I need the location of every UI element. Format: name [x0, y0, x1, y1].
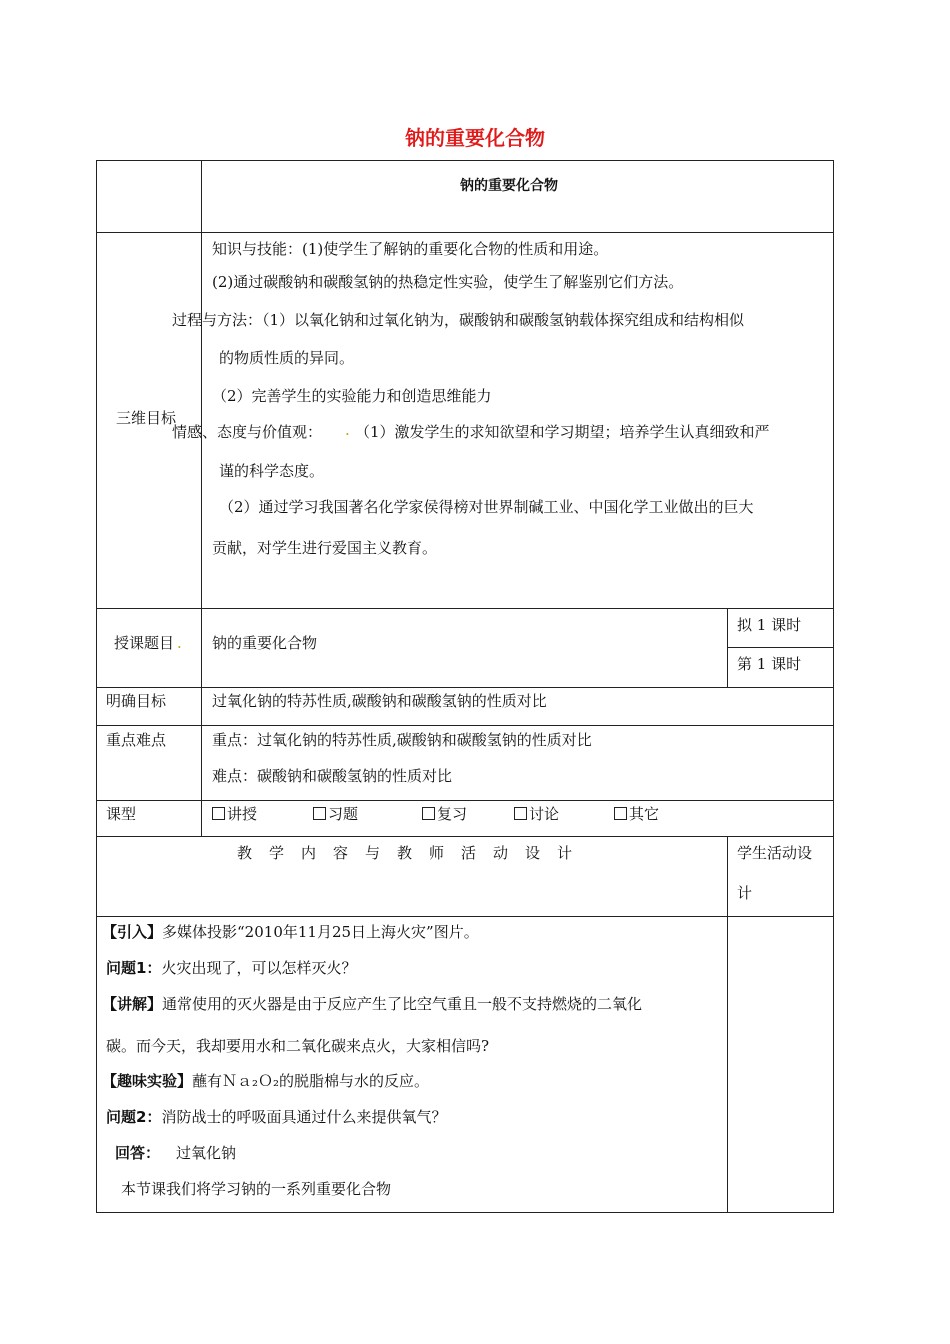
header-cell-title: 钠的重要化合物	[460, 178, 558, 194]
answer-line: 回答： 过氧化钠	[115, 1144, 237, 1162]
checkbox-icon	[313, 807, 326, 820]
checkbox-icon	[212, 807, 225, 820]
keypoints-difficult: 难点：碳酸钠和碳酸氢钠的性质对比	[212, 767, 453, 785]
stray-dot: .	[345, 421, 350, 439]
answer-tag: 回答：	[115, 1144, 161, 1162]
objectives-label: 三维目标	[116, 409, 177, 427]
question-1-tag: 问题1：	[106, 959, 162, 977]
goal-label: 明确目标	[106, 692, 167, 710]
explain-line-2: 碳。而今天，我却要用水和二氧化碳来点火，大家相信吗?	[106, 1037, 490, 1055]
lesson-type-option[interactable]: 讲授	[212, 805, 257, 823]
objective-line: 的物质性质的异同。	[219, 349, 355, 367]
content-header: 教学内容与教师活动设计	[237, 844, 590, 862]
lesson-type-label: 课型	[106, 805, 137, 823]
explain-line: 【讲解】通常使用的灭火器是由于反应产生了比空气重且一般不支持燃烧的二氧化	[102, 995, 643, 1013]
objective-line: 知识与技能：(1)使学生了解钠的重要化合物的性质和用途。	[212, 240, 609, 258]
student-activity-header: 学生活动设	[737, 844, 813, 862]
objective-line: （2）完善学生的实验能力和创造思维能力	[212, 387, 492, 405]
checkbox-icon	[422, 807, 435, 820]
lesson-type-option[interactable]: 习题	[313, 805, 358, 823]
lesson-type-option[interactable]: 讨论	[514, 805, 559, 823]
document-title: 钠的重要化合物	[405, 126, 545, 150]
question-2-tag: 问题2：	[106, 1108, 162, 1126]
objective-line: 过程与方法：（1）以氧化钠和过氧化钠为，碳酸钠和碳酸氢钠载体探究组成和结构相似	[172, 311, 745, 329]
checkbox-icon	[614, 807, 627, 820]
objective-line: 谨的科学态度。	[219, 462, 325, 480]
lesson-current-hour: 第 1 课时	[737, 655, 802, 673]
lesson-label: 授课题目	[114, 634, 175, 652]
closing-line: 本节课我们将学习钠的一系列重要化合物	[121, 1180, 392, 1198]
lesson-value: 钠的重要化合物	[212, 634, 318, 652]
objective-line: （1）激发学生的求知欲望和学习期望；培养学生认真细致和严	[355, 423, 770, 441]
student-activity-header-cont: 计	[737, 884, 753, 902]
objective-line: （2）通过学习我国著名化学家侯得榜对世界制碱工业、中国化学工业做出的巨大	[219, 498, 754, 516]
objective-line: (2)通过碳酸钠和碳酸氢钠的热稳定性实验，使学生了解鉴别它们方法。	[212, 273, 684, 291]
question-2-line: 问题2：消防战士的呼吸面具通过什么来提供氧气？	[106, 1108, 447, 1126]
lesson-type-option[interactable]: 复习	[422, 805, 467, 823]
intro-tag: 【引入】	[102, 923, 163, 941]
lesson-planned-hours: 拟 1 课时	[737, 616, 802, 634]
objective-line: 情感、态度与价值观：	[172, 423, 323, 441]
objective-line: 贡献，对学生进行爱国主义教育。	[212, 539, 438, 557]
stray-dot: .	[177, 634, 182, 652]
explain-tag: 【讲解】	[102, 995, 163, 1013]
experiment-line: 【趣味实验】蘸有Ｎａ₂Ｏ₂的脱脂棉与水的反应。	[102, 1072, 430, 1090]
experiment-tag: 【趣味实验】	[102, 1072, 193, 1090]
question-1-line: 问题1：火灾出现了，可以怎样灭火？	[106, 959, 357, 977]
intro-line: 【引入】多媒体投影“2010年11月25日上海火灾”图片。	[102, 923, 479, 941]
keypoints-label: 重点难点	[106, 731, 167, 749]
goal-value: 过氧化钠的特苏性质,碳酸钠和碳酸氢钠的性质对比	[212, 692, 547, 710]
lesson-type-option[interactable]: 其它	[614, 805, 659, 823]
checkbox-icon	[514, 807, 527, 820]
keypoints-key: 重点：过氧化钠的特苏性质,碳酸钠和碳酸氢钠的性质对比	[212, 731, 592, 749]
